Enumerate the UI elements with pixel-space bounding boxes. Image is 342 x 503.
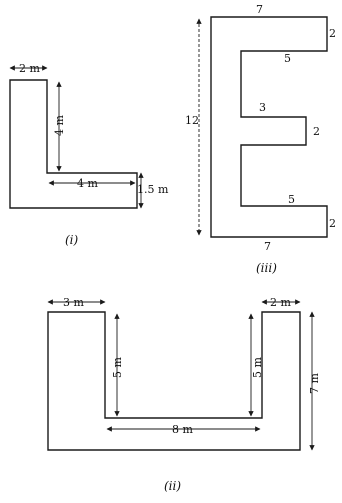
label-bottom-right: 2 [329,217,336,230]
caption-ii: (ii) [164,479,182,493]
label-right-height: 1.5 m [137,183,169,196]
label-upper-inner: 5 [284,52,291,65]
label-outer-height: 7 m [308,373,321,394]
e-shape-outline [211,17,327,237]
label-bottom: 7 [264,240,271,253]
caption-i: (i) [65,233,79,247]
label-middle-arm: 3 [259,101,266,114]
label-vertical: 4 m [53,115,66,136]
label-left-top: 3 m [63,296,84,309]
label-middle-right: 2 [313,125,320,138]
label-bottom-inner: 4 m [77,177,98,190]
label-lower-inner: 5 [288,193,295,206]
label-right-top: 2 m [270,296,291,309]
label-top: 7 [256,3,263,16]
label-top-width: 2 m [19,62,40,75]
figure-ii [48,296,321,493]
l-shape-outline [10,80,137,208]
label-right-inner-height: 5 m [251,357,264,378]
label-bottom-inner: 8 m [172,423,193,436]
label-left-inner-height: 5 m [111,357,124,378]
figure-i [10,62,169,247]
label-height: 12 [185,114,199,127]
caption-iii: (iii) [256,261,277,275]
label-top-right: 2 [329,27,336,40]
figure-iii [185,3,336,275]
